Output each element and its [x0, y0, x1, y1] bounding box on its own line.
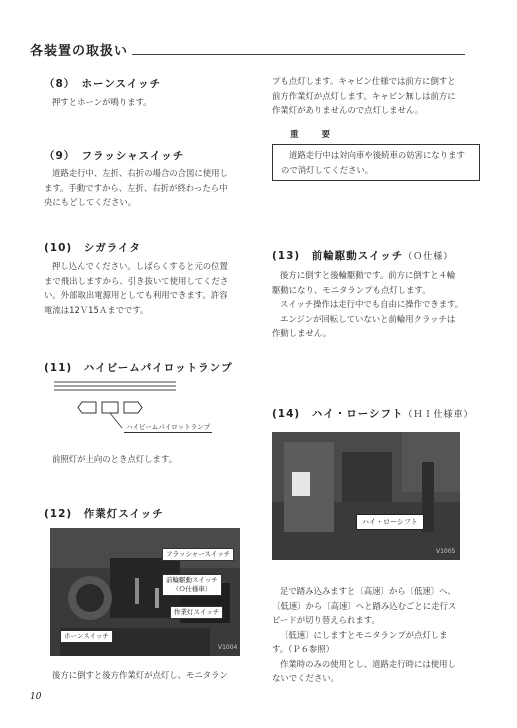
section-14-title-text: (14) ハイ・ローシフト — [272, 408, 404, 420]
text-line: 電流は12Ｖ15Ａまでです。 — [44, 304, 149, 315]
text-line: 前方作業灯が点灯します。キャビン無しは前方に — [272, 90, 456, 101]
front-drive-label-sub: （Ｏ仕様車） — [172, 585, 212, 593]
text-line: 足で踏み込みますと〔高速〕から〔低速〕へ、 — [280, 586, 456, 596]
text-line: まで飛出しますから、引き抜いて使用してくださ — [44, 275, 229, 286]
horn-switch-label: ホーンスイッチ — [60, 630, 113, 643]
image-code: V1004 — [218, 644, 238, 651]
section-8-text: 押すとホーンが鳴ります。 — [52, 97, 152, 107]
text-line: 後方に倒すと後輪駆動です。前方に倒すと４輪 — [280, 270, 456, 280]
text-line: 作業時のみの使用とし、道路走行時には使用し — [280, 658, 456, 669]
front-drive-label-line: 前輪駆動スイッチ — [166, 576, 218, 584]
section-13-title — [272, 248, 453, 263]
text-line: す。（Ｐ６参照） — [272, 644, 335, 654]
text-line: スイッチ操作は走行中でも自由に操作できます。 — [280, 299, 464, 309]
high-beam-label: ハイビームパイロットランプ — [126, 423, 211, 431]
text-line: 〔低速〕にしますとモニタランプが点灯しま — [280, 629, 448, 640]
section-14-text — [272, 584, 477, 686]
high-beam-diagram — [52, 378, 242, 438]
section-12-text: 後方に倒すと後方作業灯が点灯し、モニタラン — [52, 670, 228, 680]
text-line: 〔低速〕から〔高速〕へと踏み込むごとに走行ス — [272, 600, 457, 611]
text-line: 作動しません。 — [272, 328, 332, 338]
section-12-title: (12) 作業灯スイッチ — [44, 508, 164, 520]
text-line: ので消灯してください。 — [281, 164, 374, 175]
text-line: ピードが切り替えられます。 — [272, 615, 380, 625]
section-13-subtitle: （Ｏ仕様） — [403, 252, 454, 262]
work-light-photo — [50, 528, 240, 656]
work-light-continued-text — [272, 74, 477, 118]
important-heading: 重 要 — [290, 130, 333, 140]
hi-lo-shift-photo — [272, 432, 460, 560]
work-light-switch-label: 作業灯スイッチ — [170, 606, 223, 619]
title-rule — [132, 54, 465, 55]
section-11-title: (11) ハイビームパイロットランプ — [44, 362, 233, 374]
text-line: 央にもどしてください。 — [44, 197, 137, 207]
important-box — [272, 144, 480, 181]
section-13-text — [272, 268, 477, 341]
text-line: ないでください。 — [272, 673, 339, 683]
section-8-title: （8） ホーンスイッチ — [44, 78, 162, 90]
section-10-text — [44, 259, 249, 317]
text-line: 押し込んでください。しばらくすると元の位置 — [52, 261, 228, 271]
image-code: V1005 — [436, 548, 456, 555]
section-9-title: （9） フラッシャスイッチ — [44, 150, 185, 162]
section-10-title: (10) シガライタ — [44, 242, 141, 254]
section-14-title — [272, 406, 474, 421]
photo-svg — [272, 432, 460, 560]
flasher-switch-label: フラッシャースイッチ — [162, 548, 234, 561]
section-13-title-text: (13) 前輪駆動スイッチ — [272, 250, 404, 262]
hi-lo-shift-label: ハイ・ローシフト — [356, 514, 424, 530]
text-line: 作業灯がありませんので点灯しません。 — [272, 105, 424, 115]
page-number: 10 — [30, 692, 42, 702]
text-line: 道路走行中は対向車や後続車の妨害になります — [289, 150, 465, 160]
text-line: い。外部取出電源用としても利用できます。許容 — [44, 290, 228, 300]
section-14-subtitle: （ＨＩ仕様車） — [403, 410, 474, 420]
text-line: 駆動になり、モニタランプも点灯します。 — [272, 284, 431, 295]
page-title: 各装置の取扱い — [30, 44, 129, 59]
text-line: ます。手動ですから、左折、右折が終わったら中 — [44, 182, 228, 193]
section-9-text — [44, 166, 244, 210]
text-line: プも点灯します。キャビン仕様では前方に倒すと — [272, 76, 456, 86]
text-line: エンジンが回転していないと前輪用クラッチは — [280, 313, 456, 324]
front-drive-switch-label — [162, 574, 222, 596]
section-11-text: 前照灯が上向のとき点灯します。 — [52, 454, 177, 464]
text-line: 道路走行中、左折、右折の場合の合図に使用し — [52, 168, 228, 178]
